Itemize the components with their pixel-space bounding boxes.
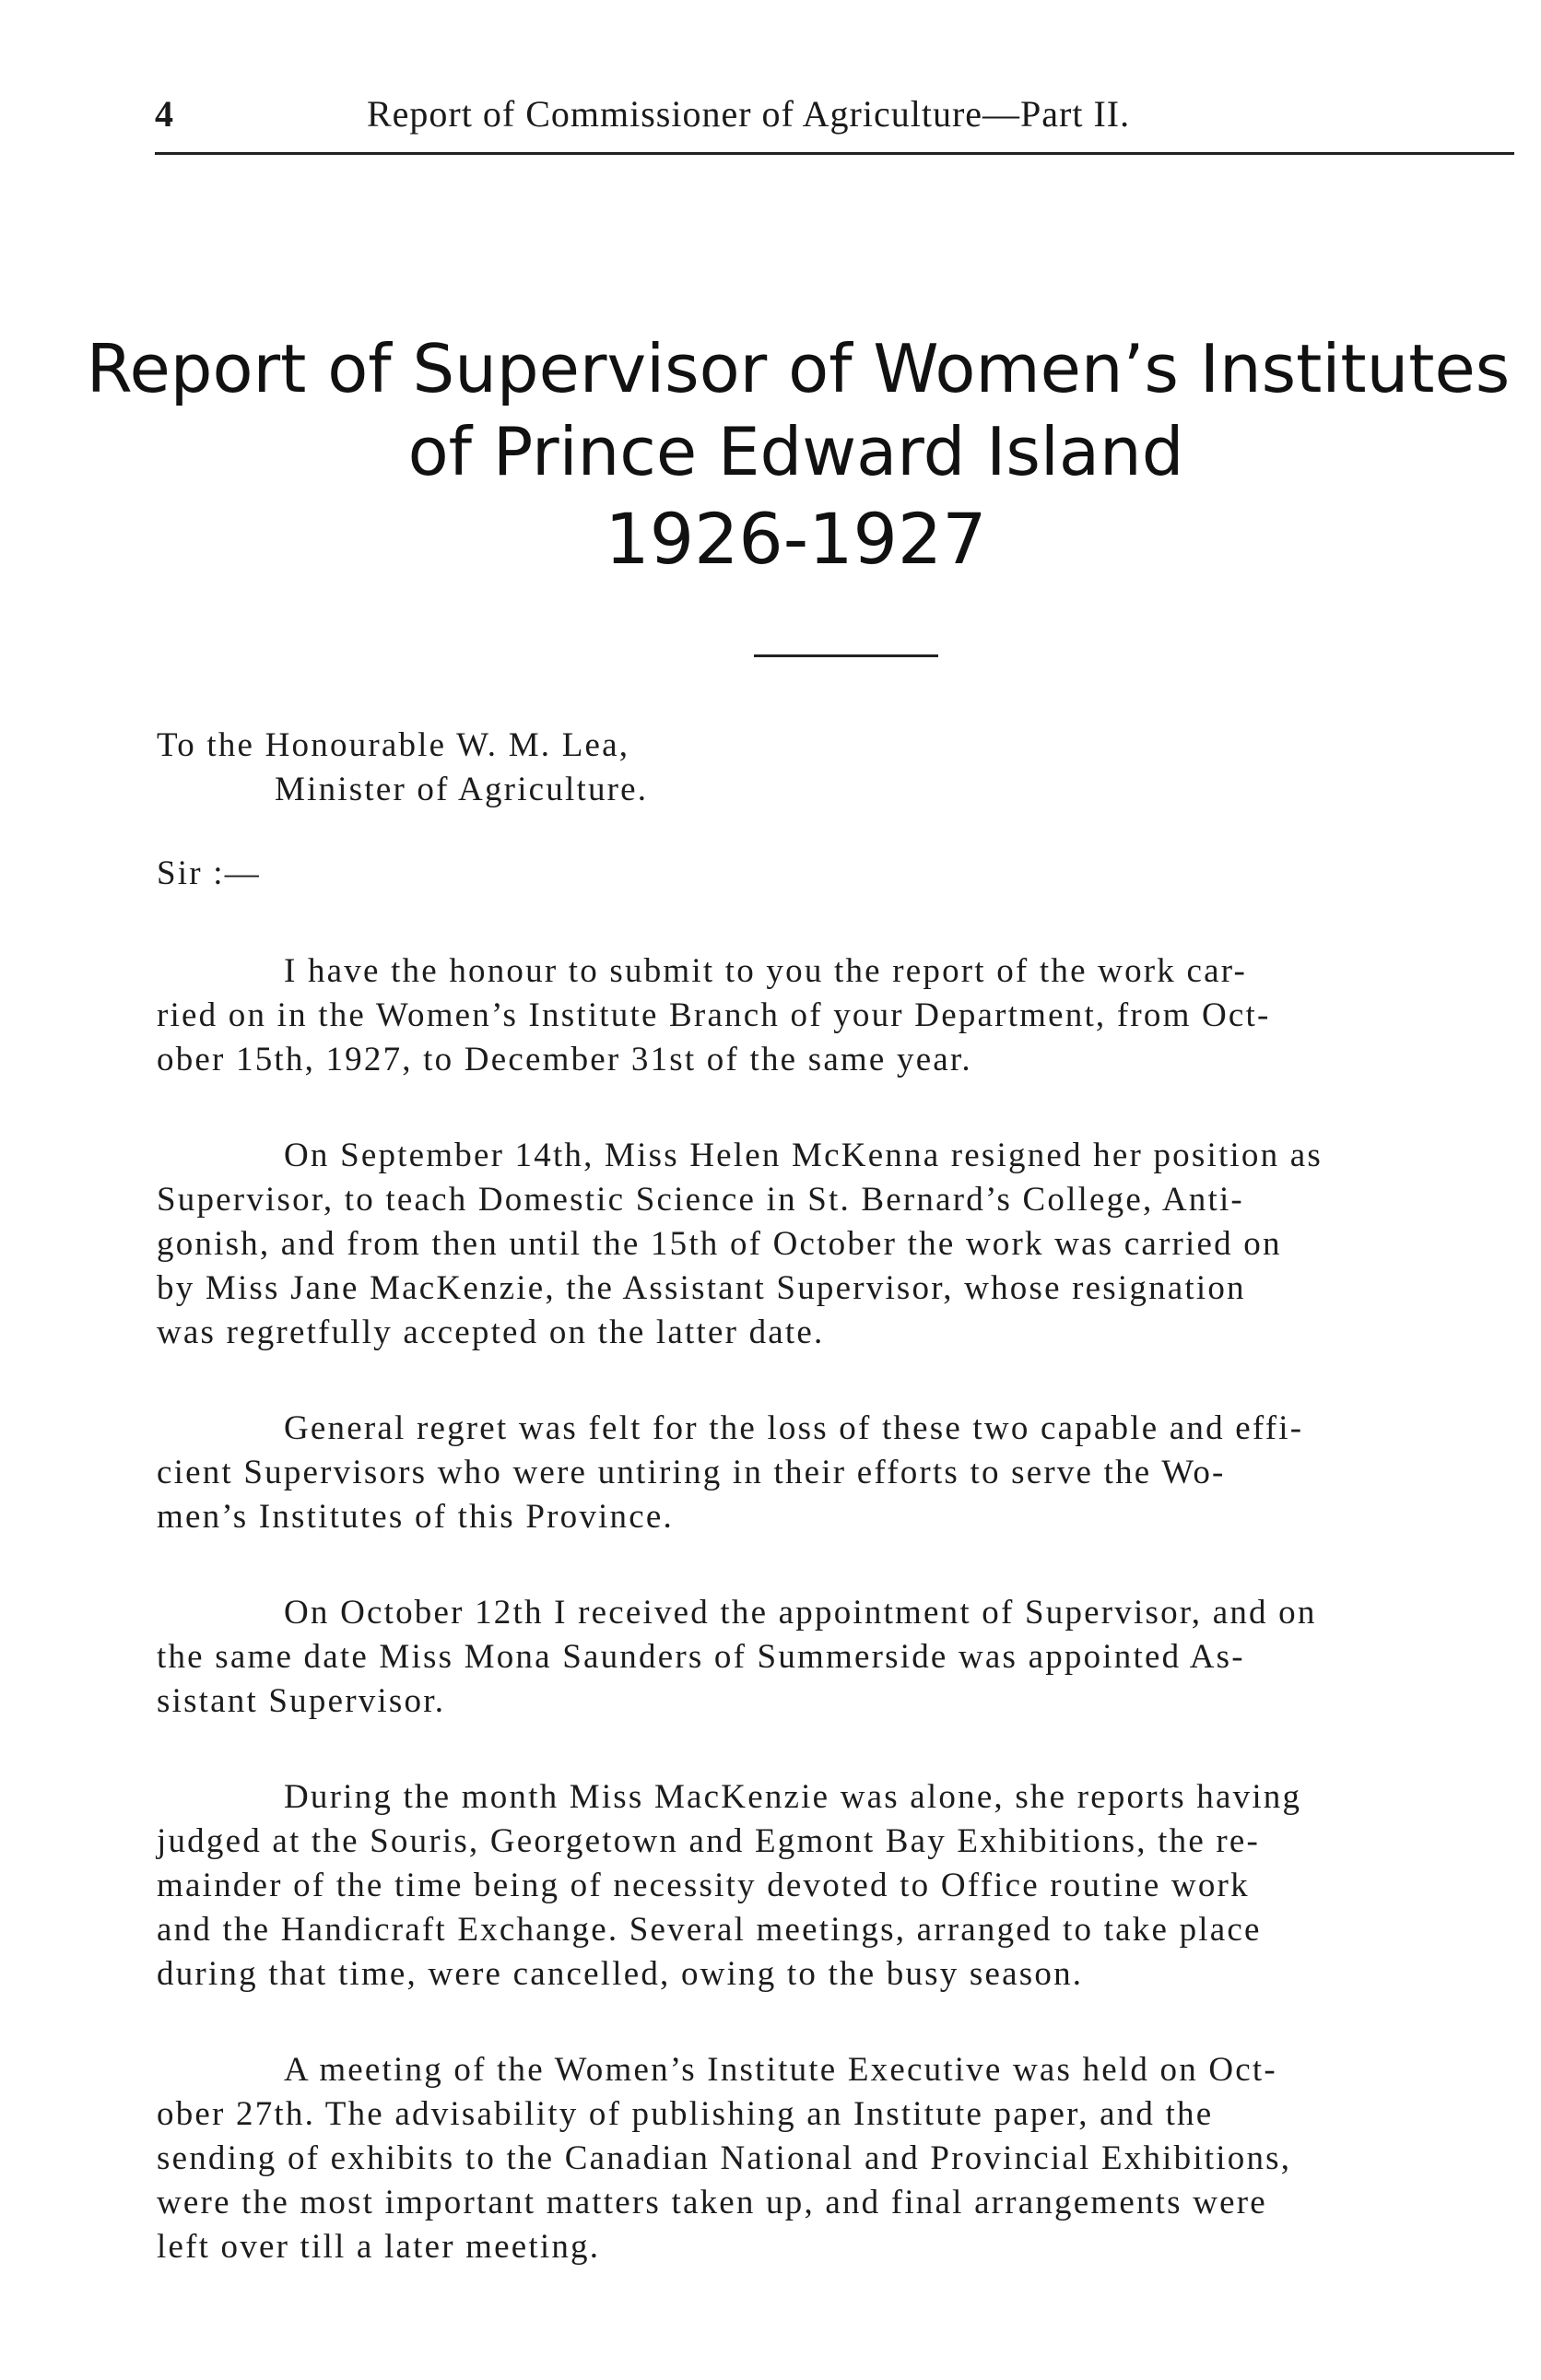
title-line-2: of Prince Edward Island <box>407 413 1184 490</box>
text-line: ober 27th. The advisability of publishing an Institute paper, and the <box>157 2095 1214 2133</box>
text-line: On October 12th I received the appointment of Supervisor, and on <box>284 1594 1317 1632</box>
address-line-1: To the Honourable W. M. Lea, <box>157 726 630 764</box>
text-line: during that time, were cancelled, owing to the busy season. <box>157 1955 1084 1993</box>
title-year: 1926-1927 <box>605 498 987 580</box>
text-line: Supervisor, to teach Domestic Science in St. Bernard’s College, Anti- <box>157 1181 1244 1219</box>
text-line: A meeting of the Women’s Institute Executive was held on Oct- <box>284 2051 1277 2089</box>
text-line: mainder of the time being of necessity devoted to Office routine work <box>157 1867 1250 1904</box>
address-line-2: Minister of Agriculture. <box>275 771 649 808</box>
page-number: 4 <box>155 93 174 135</box>
text-line: ober 15th, 1927, to December 31st of the same year. <box>157 1041 972 1078</box>
text-line: During the month Miss MacKenzie was alone, she reports having <box>284 1778 1302 1816</box>
text-line: On September 14th, Miss Helen McKenna resigned her position as <box>284 1137 1323 1174</box>
report-title <box>0 327 1541 585</box>
running-title: Report of Commissioner of Agriculture—Part II. <box>367 93 1131 135</box>
paragraph <box>157 1134 1535 1355</box>
text-line: General regret was felt for the loss of these two capable and effi- <box>284 1409 1304 1447</box>
title-line-1: Report of Supervisor of Women’s Institutes <box>86 330 1511 407</box>
text-line: sending of exhibits to the Canadian National and Provincial Exhibitions, <box>157 2139 1292 2177</box>
text-line: and the Handicraft Exchange. Several meetings, arranged to take place <box>157 1911 1262 1949</box>
paragraph <box>157 1407 1535 1539</box>
text-line: by Miss Jane MacKenzie, the Assistant Supervisor, whose resignation <box>157 1269 1246 1307</box>
text-line: were the most important matters taken up, and final arrangements were <box>157 2184 1267 2221</box>
text-line: gonish, and from then until the 15th of October the work was carried on <box>157 1225 1282 1263</box>
paragraph <box>157 1775 1535 1997</box>
text-line: sistant Supervisor. <box>157 1682 446 1720</box>
text-line: ried on in the Women’s Institute Branch of your Department, from Oct- <box>157 996 1271 1034</box>
text-line: the same date Miss Mona Saunders of Summerside was appointed As- <box>157 1638 1245 1676</box>
letter-body <box>157 724 1539 2269</box>
title-rule <box>754 654 938 657</box>
running-head <box>155 92 1464 147</box>
paragraph <box>157 1591 1535 1724</box>
salutation: Sir :— <box>157 854 261 892</box>
header-rule <box>155 152 1514 155</box>
text-line: men’s Institutes of this Province. <box>157 1498 674 1536</box>
paragraph <box>157 949 1535 1082</box>
text-line: left over till a later meeting. <box>157 2228 601 2266</box>
text-line: judged at the Souris, Georgetown and Egmont Bay Exhibitions, the re- <box>157 1822 1261 1860</box>
text-line: I have the honour to submit to you the report of the work car- <box>284 952 1247 990</box>
paragraph <box>157 2048 1535 2269</box>
text-line: was regretfully accepted on the latter date. <box>157 1314 825 1351</box>
text-line: cient Supervisors who were untiring in their efforts to serve the Wo- <box>157 1454 1226 1491</box>
